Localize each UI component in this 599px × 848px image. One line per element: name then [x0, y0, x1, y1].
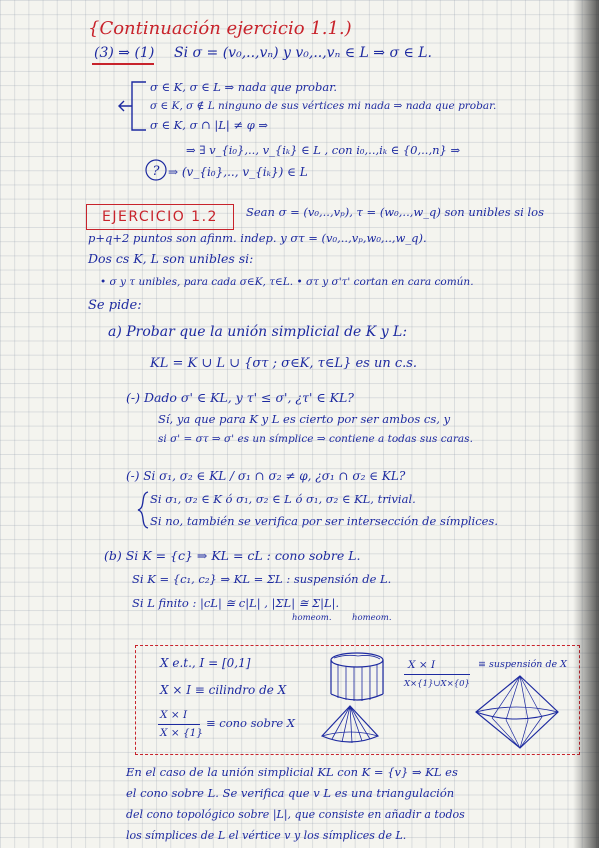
cone-fraction-bar	[158, 724, 200, 725]
susp-label: ≡ suspensión de X	[478, 659, 567, 670]
answer-1-line-1: Sí, ya que para K y L es cierto por ser ambos cs, y	[158, 412, 451, 426]
kl-definition: KL = K ∪ L ∪ {στ ; σ∈K, τ∈L} es un c.s.	[150, 356, 418, 371]
case-line-3: σ ∈ K, σ ∩ |L| ≠ φ ⇒	[150, 118, 269, 132]
cone-fraction-bottom: X × {1}	[160, 727, 203, 739]
answer-2-line-2: Si no, también se verifica por ser intersección de símplices.	[150, 514, 498, 528]
conclusion-line-2: el cono sobre L. Se verifica que v L es una triangulación	[126, 786, 455, 800]
implication-underline	[92, 63, 154, 65]
homeom-note-2: homeom.	[352, 613, 392, 623]
exercise-line-1: Sean σ = (v₀,..,vₚ), τ = (w₀,..,w_q) son unibles si los	[246, 205, 544, 219]
answer-2-line-1: Si σ₁, σ₂ ∈ K ó σ₁, σ₂ ∈ L ó σ₁, σ₂ ∈ KL, trivial.	[150, 492, 416, 506]
case-line-4: ⇒ ∃ v_{i₀},.., v_{iₖ} ∈ L , con i₀,..,iₖ ∈ {0,..,n} ⇒	[186, 143, 461, 157]
case-line-1: σ ∈ K, σ ∈ L ⇒ nada que probar.	[150, 80, 338, 94]
implication-label: (3) ⇒ (1)	[94, 45, 155, 61]
cone-text: ≡ cono sobre X	[206, 716, 295, 730]
notebook-edge-shadow	[573, 0, 599, 848]
cylinder-icon	[326, 652, 388, 704]
conclusion-line-3: del cono topológico sobre |L|, que consiste en añadir a todos	[126, 808, 465, 821]
part-a-heading: a) Probar que la unión simplicial de K y L:	[108, 324, 408, 340]
cone-fraction-top: X × I	[160, 709, 188, 721]
part-b-line-2: Si K = {c₁, c₂} ⇒ KL = ΣL : suspensión de L.	[132, 572, 392, 586]
susp-fraction-bar	[404, 674, 470, 675]
case-line-5: ⇒ (v_{i₀},.., v_{iₖ}) ∈ L	[168, 165, 308, 179]
homeom-note-1: homeom.	[292, 613, 332, 623]
box-line-1: X e.t., I = [0,1]	[160, 656, 251, 670]
box-line-2: X × I ≡ cilindro de X	[160, 683, 287, 697]
case-line-2: σ ∈ K, σ ∉ L ninguno de sus vértices mi nada ⇒ nada que probar.	[150, 100, 497, 112]
implication-text: Si σ = (v₀,..,vₙ) y v₀,..,vₙ ∈ L ⇒ σ ∈ L.	[174, 45, 433, 61]
question-1: (-) Dado σ' ∈ KL, y τ' ≤ σ', ¿τ' ∈ KL?	[126, 390, 354, 405]
case-bracket-icon	[118, 78, 148, 138]
exercise-line-2: p+q+2 puntos son afinm. indep. y στ = (v₀,..,vₚ,w₀,..,w_q).	[88, 231, 427, 245]
conclusion-line-4: los símplices de L el vértice v y los símplices de L.	[126, 829, 407, 842]
question-2: (-) Si σ₁, σ₂ ∈ KL / σ₁ ∩ σ₂ ≠ φ, ¿σ₁ ∩ σ₂ ∈ KL?	[126, 469, 406, 483]
exercise-line-3: Dos cs K, L son unibles si:	[88, 251, 254, 266]
conclusion-line-1: En el caso de la unión simplicial KL con K = {v} ⇒ KL es	[126, 765, 458, 779]
susp-fraction-top: X × I	[408, 659, 436, 671]
question-circle-icon	[144, 158, 168, 182]
cone-icon	[318, 704, 382, 750]
exercise-line-4: • σ y τ unibles, para cada σ∈K, τ∈L. • στ y σ'τ' cortan en cara común.	[100, 276, 474, 288]
part-b-line-1: (b) Si K = {c} ⇒ KL = cL : cono sobre L.	[104, 548, 361, 563]
part-b-line-3: Si L finito : |cL| ≅ c|L| , |ΣL| ≅ Σ|L|.	[132, 596, 340, 610]
susp-fraction-bottom: X×{1}∪X×{0}	[404, 679, 470, 689]
answer-1-line-2: si σ' = στ ⇒ σ' es un símplice ⇒ contiene a todas sus caras.	[158, 433, 473, 445]
continuation-title: {Continuación ejercicio 1.1.)	[88, 18, 352, 39]
svg-text:?: ?	[152, 164, 160, 179]
exercise-line-5: Se pide:	[88, 298, 142, 313]
exercise-label: EJERCICIO 1.2	[86, 204, 234, 230]
suspension-icon	[470, 674, 562, 750]
brace-icon	[136, 490, 150, 530]
